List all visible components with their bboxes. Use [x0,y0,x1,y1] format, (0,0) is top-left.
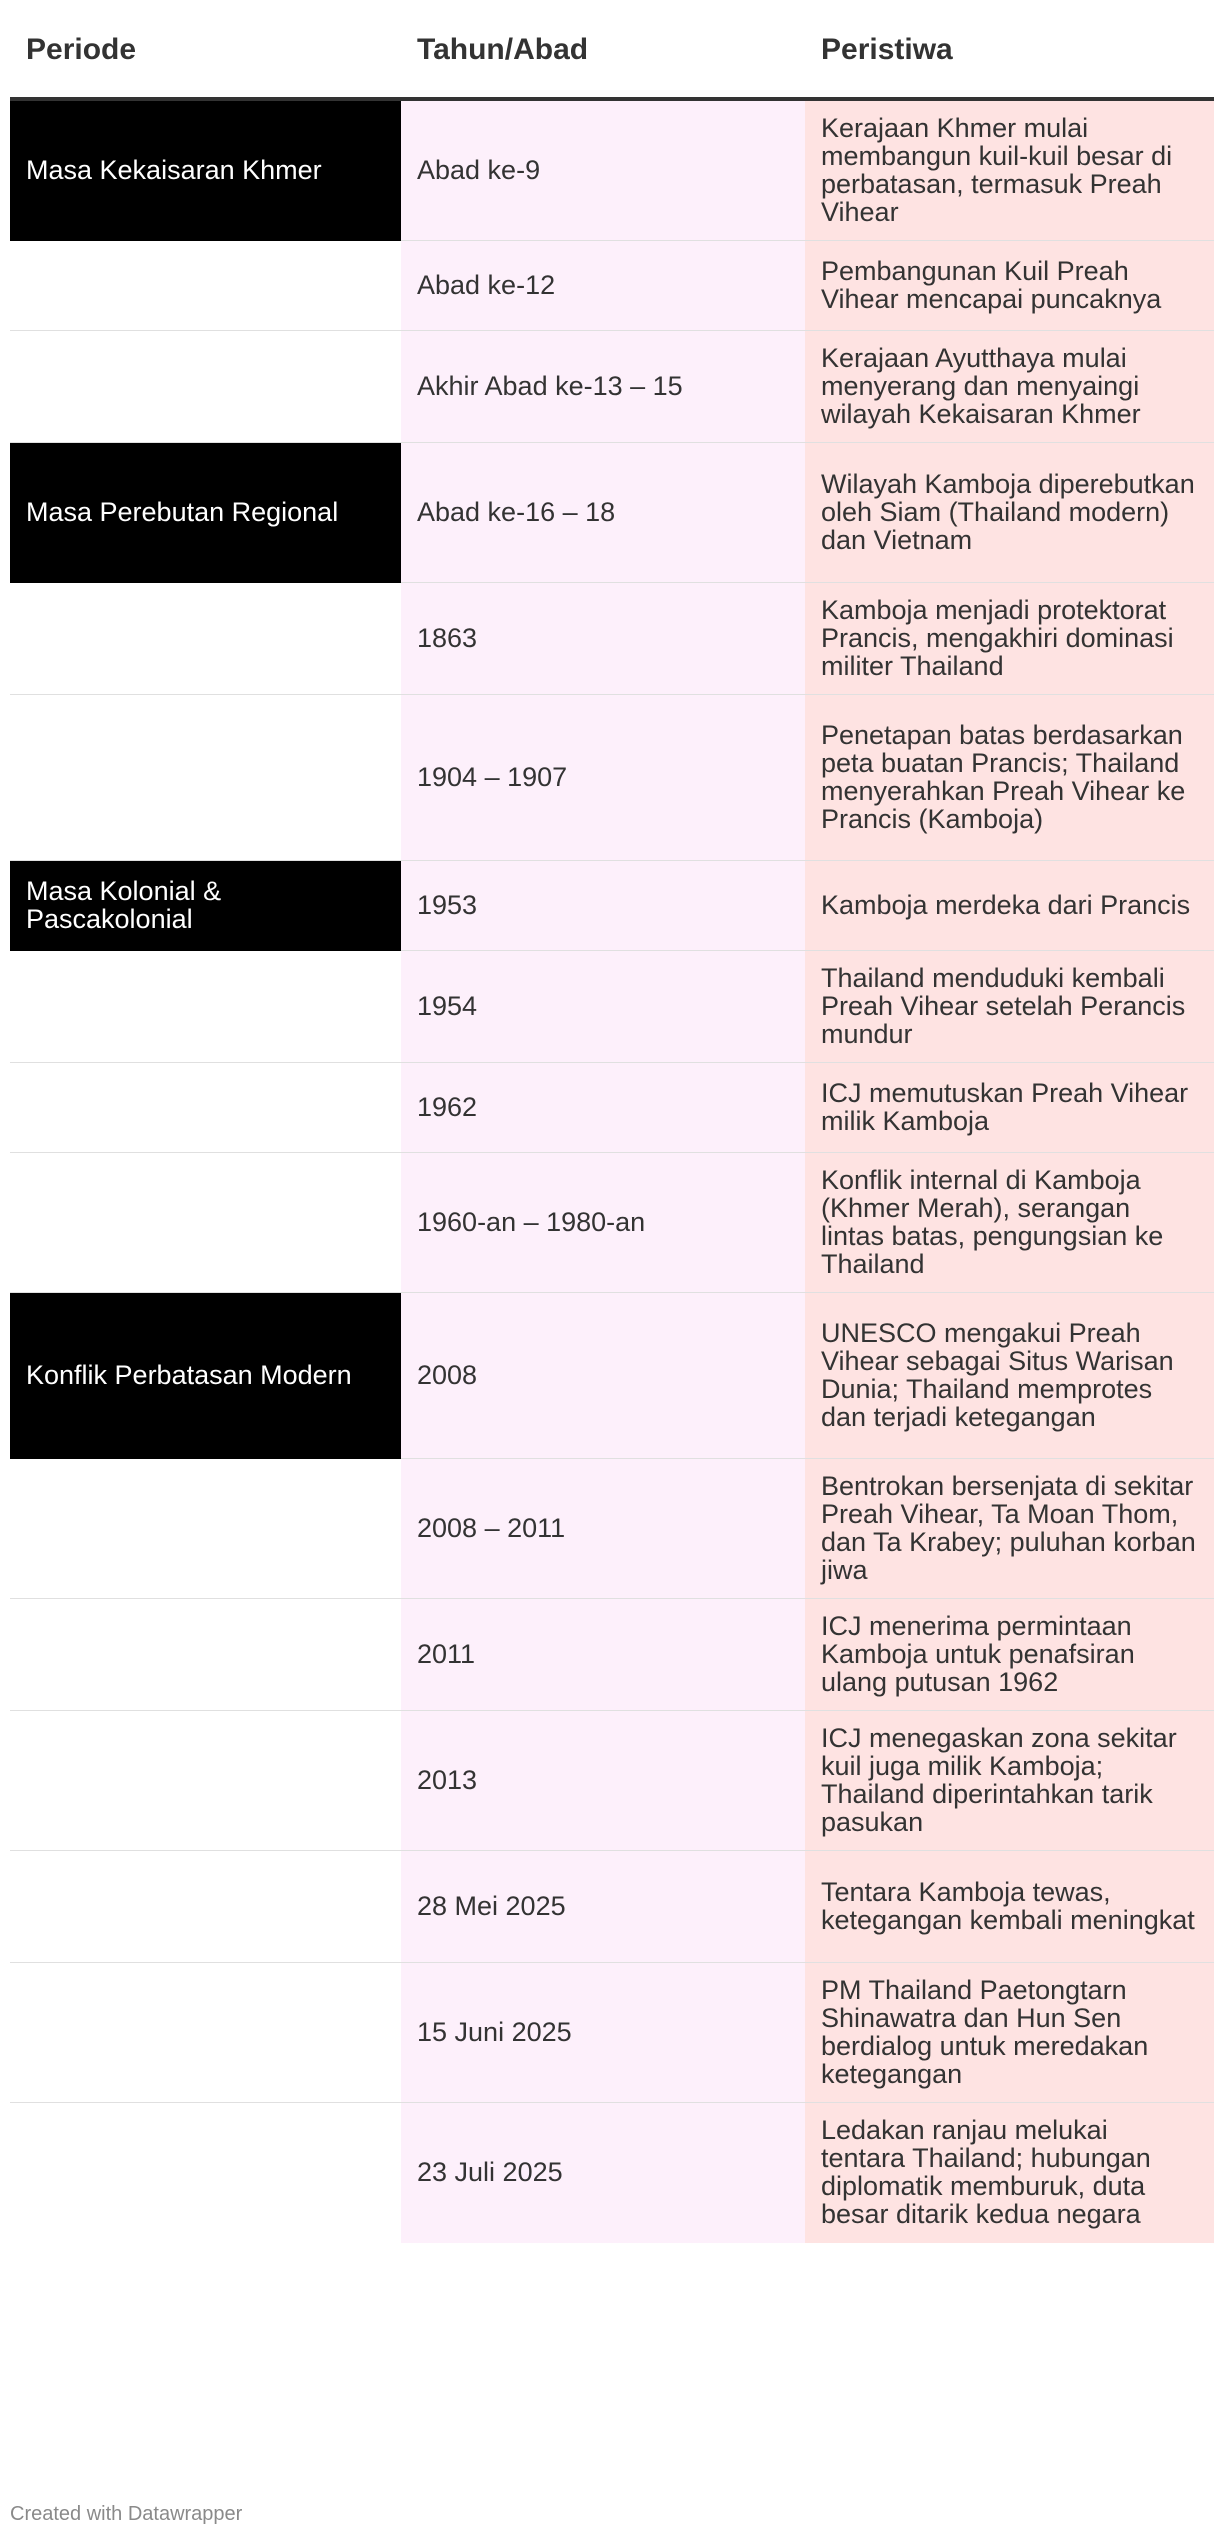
event-cell: Thailand menduduki kembali Preah Vihear setelah Perancis mundur [805,951,1214,1063]
period-cell: Masa Kolonial & Pascakolonial [10,861,401,951]
year-cell: Abad ke-12 [401,241,805,331]
year-cell: 1953 [401,861,805,951]
year-cell: 2013 [401,1711,805,1851]
period-cell [10,241,401,331]
year-cell: Abad ke-16 – 18 [401,443,805,583]
period-cell [10,1851,401,1963]
period-cell [10,1459,401,1599]
table-row [10,443,1214,583]
year-cell: 1962 [401,1063,805,1153]
event-cell: Tentara Kamboja tewas, ketegangan kembali meningkat [805,1851,1214,1963]
period-cell [10,1711,401,1851]
event-cell: Kerajaan Ayutthaya mulai menyerang dan menyaingi wilayah Kekaisaran Khmer [805,331,1214,443]
event-cell: ICJ menerima permintaan Kamboja untuk penafsiran ulang putusan 1962 [805,1599,1214,1711]
table-row [10,695,1214,861]
table-row [10,583,1214,695]
column-header-year[interactable]: Tahun/Abad [401,0,805,99]
period-cell [10,1963,401,2103]
table-row [10,1851,1214,1963]
period-cell [10,331,401,443]
event-cell: Kamboja menjadi protektorat Prancis, mengakhiri dominasi militer Thailand [805,583,1214,695]
period-cell [10,1599,401,1711]
table-row [10,861,1214,951]
period-cell [10,695,401,861]
table-row [10,1459,1214,1599]
event-cell: Bentrokan bersenjata di sekitar Preah Vihear, Ta Moan Thom, dan Ta Krabey; puluhan korban jiwa [805,1459,1214,1599]
event-cell: ICJ menegaskan zona sekitar kuil juga milik Kamboja; Thailand diperintahkan tarik pasukan [805,1711,1214,1851]
event-cell: Penetapan batas berdasarkan peta buatan Prancis; Thailand menyerahkan Preah Vihear ke Prancis (Kamboja) [805,695,1214,861]
year-cell: 2008 [401,1293,805,1459]
year-cell: 28 Mei 2025 [401,1851,805,1963]
event-cell: Wilayah Kamboja diperebutkan oleh Siam (Thailand modern) dan Vietnam [805,443,1214,583]
table-row [10,1293,1214,1459]
event-cell: PM Thailand Paetongtarn Shinawatra dan Hun Sen berdialog untuk meredakan ketegangan [805,1963,1214,2103]
timeline-table [10,0,1214,2243]
table-row [10,1063,1214,1153]
event-cell: Konflik internal di Kamboja (Khmer Merah), serangan lintas batas, pengungsian ke Thailand [805,1153,1214,1293]
event-cell: Kamboja merdeka dari Prancis [805,861,1214,951]
period-cell [10,583,401,695]
period-cell: Masa Perebutan Regional [10,443,401,583]
table-row [10,99,1214,241]
column-header-period[interactable]: Periode [10,0,401,99]
table-row [10,331,1214,443]
period-cell [10,1153,401,1293]
event-cell: ICJ memutuskan Preah Vihear milik Kamboja [805,1063,1214,1153]
datawrapper-credit: Created with Datawrapper [10,2503,243,2525]
table-row [10,1963,1214,2103]
event-cell: UNESCO mengakui Preah Vihear sebagai Situs Warisan Dunia; Thailand memprotes dan terjadi ketegangan [805,1293,1214,1459]
year-cell: 1960-an – 1980-an [401,1153,805,1293]
period-cell: Masa Kekaisaran Khmer [10,99,401,241]
table-row [10,1153,1214,1293]
year-cell: 2011 [401,1599,805,1711]
period-cell [10,951,401,1063]
period-cell: Konflik Perbatasan Modern [10,1293,401,1459]
table-row [10,1711,1214,1851]
event-cell: Kerajaan Khmer mulai membangun kuil-kuil besar di perbatasan, termasuk Preah Vihear [805,99,1214,241]
year-cell: Abad ke-9 [401,99,805,241]
year-cell: Akhir Abad ke-13 – 15 [401,331,805,443]
year-cell: 23 Juli 2025 [401,2103,805,2243]
table-row [10,2103,1214,2243]
period-cell [10,2103,401,2243]
table-row [10,951,1214,1063]
year-cell: 15 Juni 2025 [401,1963,805,2103]
timeline-table-container [10,0,1214,2243]
year-cell: 1863 [401,583,805,695]
event-cell: Pembangunan Kuil Preah Vihear mencapai puncaknya [805,241,1214,331]
table-row [10,1599,1214,1711]
table-row [10,241,1214,331]
year-cell: 1904 – 1907 [401,695,805,861]
header-row [10,0,1214,99]
year-cell: 2008 – 2011 [401,1459,805,1599]
event-cell: Ledakan ranjau melukai tentara Thailand; hubungan diplomatik memburuk, duta besar ditarik kedua negara [805,2103,1214,2243]
year-cell: 1954 [401,951,805,1063]
period-cell [10,1063,401,1153]
column-header-event[interactable]: Peristiwa [805,0,1214,99]
